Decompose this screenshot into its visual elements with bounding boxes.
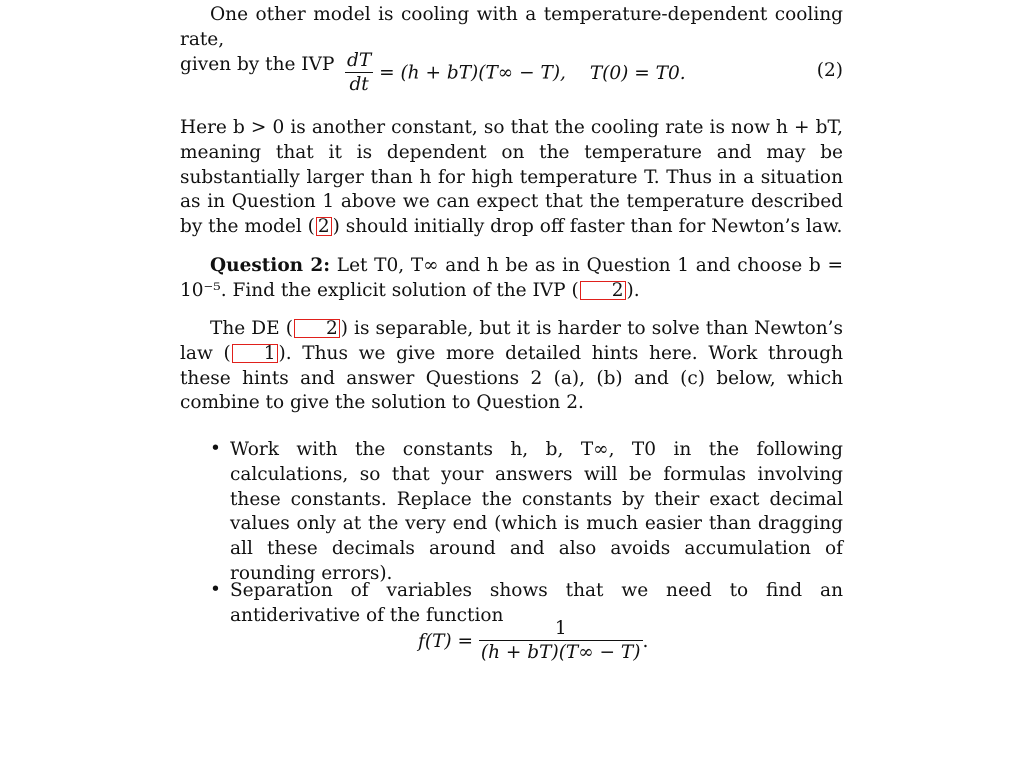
function-numerator: 1 xyxy=(554,618,567,639)
question-2: Question 2: Let T0, T∞ and h be as in Question 1 and choose b = 10⁻⁵. Find the explicit solution of the IVP ( 2 ). xyxy=(180,255,843,301)
intro-line-1: One other model is cooling with a temperature-dependent cooling rate, xyxy=(180,4,843,50)
paragraph-cooling-rate-text: Here b > 0 is another constant, so that the cooling rate is now h + bT, meaning that it is dependent on the temperature and may be substantially larger than h for high temperature T. Thus in a situation as in Question 1 above we can expect that the temperature described by the model xyxy=(180,117,843,238)
question-2-tail: . xyxy=(633,279,640,301)
equation-ref-link[interactable]: 1 xyxy=(232,344,278,363)
equation-ref-link[interactable]: 2 xyxy=(580,281,626,300)
function-lhs: f(T) = xyxy=(418,631,474,652)
question-2-label: Question 2: xyxy=(210,255,331,276)
paragraph-hints-post: . Thus we give more detailed hints here. Work through these hints and answer Questions 2 (a), (b) and (c) below, which combine to give the solution to Question 2. xyxy=(180,342,843,414)
intro-line-2: given by the IVP xyxy=(180,53,335,75)
paragraph-cooling-rate: Here b > 0 is another constant, so that the cooling rate is now h + bT, meaning that it is dependent on the temperature and may be substantially larger than h for high temperature T. Thus in a situation as in Question 1 above we can expect that the temperature described by the model ( 2 ) should initially drop off faster than for Newton’s law. xyxy=(180,117,843,238)
equation-antiderivative xyxy=(418,618,778,678)
equation-2-rhs: = (h + bT)(T∞ − T), xyxy=(379,62,566,84)
equation-2-initial-condition: T(0) = T0. xyxy=(589,62,686,84)
paragraph-hints: The DE ( 2 ) is separable, but it is harder to solve than Newton’s law ( 1 ). Thus we give more detailed hints here. Work through these hints and answer Questions 2 (a), (b) and (c) below, which combine to give the solution to Question 2. xyxy=(180,318,843,414)
derivative-denominator: dt xyxy=(345,72,373,97)
equation-2 xyxy=(180,50,843,110)
function-end: . xyxy=(642,631,649,652)
equation-ref-link[interactable]: 2 xyxy=(317,216,330,238)
function-fraction xyxy=(479,618,643,665)
question-2-text: Let T0, T∞ and h be as in Question 1 and choose b = 10⁻⁵. Find the explicit solution of the IVP xyxy=(180,255,843,301)
equation-2-body xyxy=(345,50,686,97)
bullet-item xyxy=(180,438,843,584)
function-denominator: (h + bT)(T∞ − T) xyxy=(480,642,641,663)
paragraph-cooling-rate-tail: should initially drop off faster than for Newton’s law. xyxy=(345,216,843,238)
bullet-text: Separation of variables shows that we need to find an antiderivative of the function xyxy=(230,580,843,626)
paragraph-hints-mid: is separable, but it is harder to solve than Newton’s law xyxy=(180,318,843,364)
bullet-icon: • xyxy=(210,438,221,459)
paragraph-hints-pre: The DE xyxy=(210,318,280,339)
equation-ref-link[interactable]: 2 xyxy=(294,319,340,338)
derivative-numerator: dT xyxy=(347,50,372,71)
bullet-icon: • xyxy=(210,579,221,600)
derivative-fraction xyxy=(345,50,373,97)
equation-2-number: (2) xyxy=(816,60,843,81)
bullet-text: Work with the constants h, b, T∞, T0 in the following calculations, so that your answers will be formulas involving these constants. Replace the constants by their exact decimal values only at the very end (which is much easier than dragging all these decimals around and also avoids accumulation of rounding errors). xyxy=(230,439,843,584)
